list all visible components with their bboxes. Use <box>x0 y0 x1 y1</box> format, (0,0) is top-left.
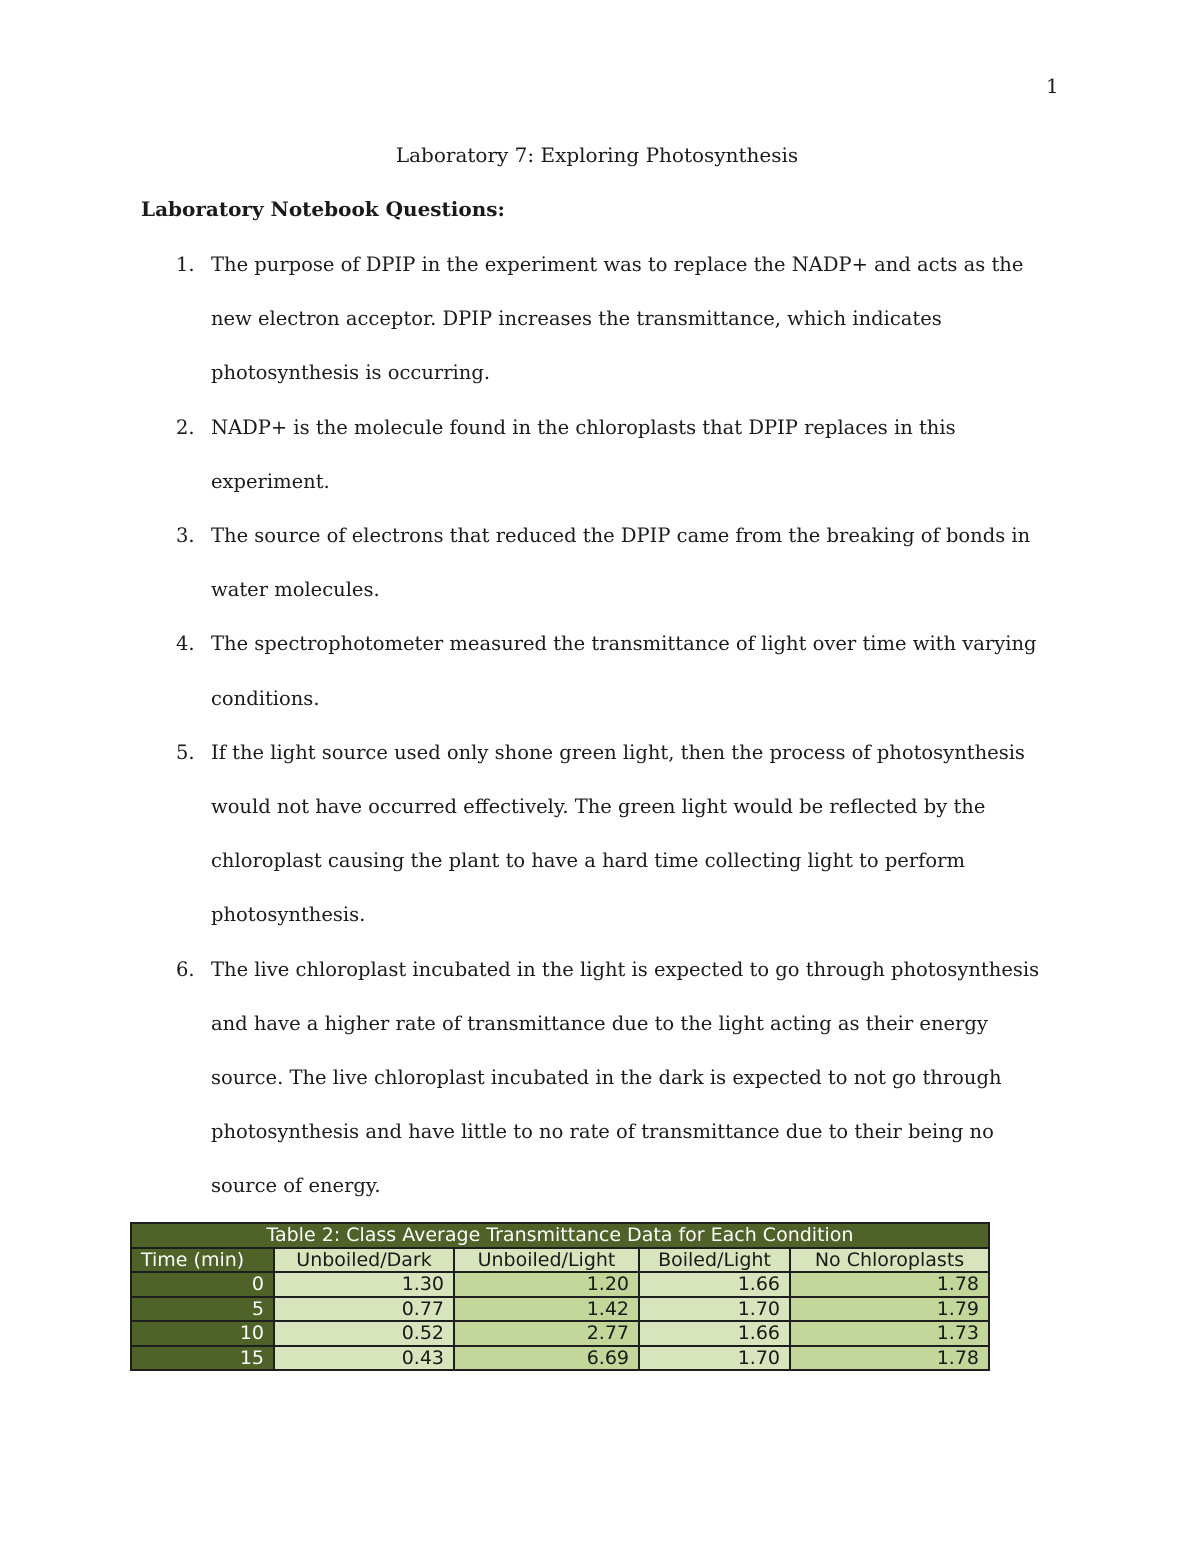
question-list <box>0 238 1200 1214</box>
value-cell: 1.73 <box>790 1321 989 1346</box>
question-item-6 <box>0 943 1061 1214</box>
time-cell: 10 <box>131 1321 274 1346</box>
time-cell: 15 <box>131 1346 274 1371</box>
question-item-2 <box>0 401 1061 509</box>
table-header-row <box>131 1248 989 1273</box>
time-cell: 0 <box>131 1272 274 1297</box>
question-text: The live chloroplast incubated in the light is expected to go through photosynthesis and have a higher rate of transmittance due to the light acting as their energy source. The live chloroplast incubated in the dark is expected to not go through photosynthesis and have little to no rate of transmittance due to their being no source of energy. <box>211 957 1040 1198</box>
value-cell: 1.42 <box>454 1297 639 1322</box>
question-text: The purpose of DPIP in the experiment was to replace the NADP+ and acts as the new electron acceptor. DPIP increases the transmittance, which indicates photosynthesis is occurring. <box>211 253 1024 385</box>
value-cell: 0.77 <box>274 1297 454 1322</box>
value-cell: 1.79 <box>790 1297 989 1322</box>
page-number: 1 <box>1046 74 1059 98</box>
value-cell: 1.66 <box>639 1272 790 1297</box>
column-header-time: Time (min) <box>131 1248 274 1273</box>
table-caption-row <box>131 1223 989 1248</box>
question-number: 3. <box>176 524 195 548</box>
question-text: If the light source used only shone green light, then the process of photosynthesis would not have occurred effectively. The green light would be reflected by the chloroplast causing the plant to have a hard time collecting light to perform photosynthesis. <box>211 740 1025 927</box>
table-row <box>131 1321 989 1346</box>
table-row <box>131 1346 989 1371</box>
value-cell: 0.43 <box>274 1346 454 1371</box>
value-cell: 6.69 <box>454 1346 639 1371</box>
transmittance-table <box>130 1222 990 1371</box>
value-cell: 0.52 <box>274 1321 454 1346</box>
table-row <box>131 1272 989 1297</box>
question-text: The spectrophotometer measured the transmittance of light over time with varying conditions. <box>211 632 1037 710</box>
column-header-unboiled-dark: Unboiled/Dark <box>274 1248 454 1273</box>
section-heading: Laboratory Notebook Questions: <box>141 197 505 221</box>
question-number: 4. <box>176 632 195 656</box>
value-cell: 1.66 <box>639 1321 790 1346</box>
column-header-no-chloroplasts: No Chloroplasts <box>790 1248 989 1273</box>
question-number: 2. <box>176 415 195 439</box>
question-number: 5. <box>176 740 195 764</box>
question-text: The source of electrons that reduced the DPIP came from the breaking of bonds in water molecules. <box>211 524 1031 602</box>
question-number: 1. <box>176 253 195 276</box>
question-item-3 <box>0 509 1061 617</box>
question-text: NADP+ is the molecule found in the chloroplasts that DPIP replaces in this experiment. <box>211 415 956 493</box>
value-cell: 1.70 <box>639 1297 790 1322</box>
column-header-unboiled-light: Unboiled/Light <box>454 1248 639 1273</box>
value-cell: 1.78 <box>790 1346 989 1371</box>
question-number: 6. <box>176 957 195 981</box>
value-cell: 1.30 <box>274 1272 454 1297</box>
value-cell: 1.70 <box>639 1346 790 1371</box>
column-header-boiled-light: Boiled/Light <box>639 1248 790 1273</box>
time-cell: 5 <box>131 1297 274 1322</box>
value-cell: 1.78 <box>790 1272 989 1297</box>
document-title: Laboratory 7: Exploring Photosynthesis <box>395 143 799 167</box>
question-item-1 <box>0 238 1061 401</box>
question-item-4 <box>0 617 1061 725</box>
value-cell: 2.77 <box>454 1321 639 1346</box>
question-item-5 <box>0 726 1061 943</box>
table-caption: Table 2: Class Average Transmittance Data for Each Condition <box>131 1223 989 1248</box>
table-row <box>131 1297 989 1322</box>
value-cell: 1.20 <box>454 1272 639 1297</box>
